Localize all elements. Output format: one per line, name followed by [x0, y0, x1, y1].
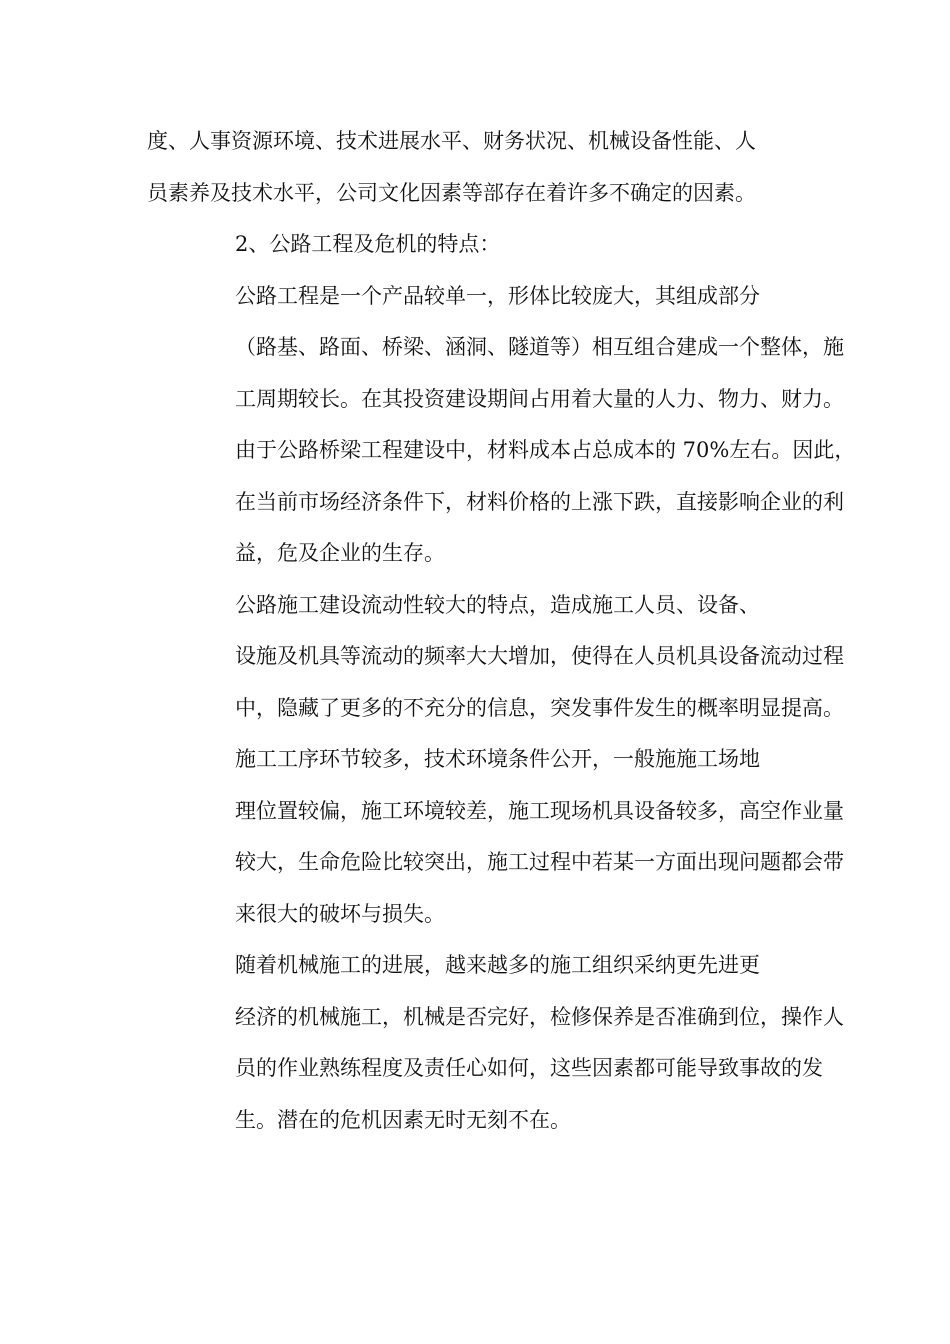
- text-line: 益，危及企业的生存。: [235, 541, 445, 565]
- text-line: 工周期较长。在其投资建设期间占用着大量的人力、物力、财力。: [235, 386, 844, 411]
- text-line: （路基、路面、桥梁、涵洞、隧道等）相互组合建成一个整体，施: [235, 335, 844, 359]
- paragraph-continuation: [147, 116, 803, 219]
- section-heading: [147, 219, 803, 271]
- paragraph-mobility: [147, 580, 844, 735]
- paragraph-highway-engineering: [147, 271, 856, 580]
- text-line: 度、人事资源环境、技术进展水平、财务状况、机械设备性能、人: [147, 129, 756, 153]
- text-line: 员的作业熟练程度及责任心如何，这些因素都可能导致事故的发: [235, 1056, 823, 1080]
- text-line: 中，隐藏了更多的不充分的信息，突发事件发生的概率明显提高。: [235, 695, 844, 720]
- text-line: 2、公路工程及危机的特点：: [235, 232, 501, 256]
- paragraph-construction-process: [147, 734, 844, 940]
- text-line: 公路工程是一个产品较单一，形体比较庞大，其组成部分: [235, 283, 760, 308]
- document-body: [147, 116, 856, 1146]
- text-line: 经济的机械施工，机械是否完好，检修保养是否准确到位，操作人: [235, 1004, 844, 1029]
- text-line: 较大，生命危险比较突出，施工过程中若某一方面出现问题都会带: [235, 850, 844, 874]
- text-line: 生。潜在的危机因素无时无刻不在。: [235, 1107, 571, 1132]
- text-line: 公路施工建设流动性较大的特点，造成施工人员、设备、: [235, 592, 760, 617]
- text-line: 来很大的破坏与损失。: [235, 901, 445, 926]
- text-line: 设施及机具等流动的频率大大增加，使得在人员机具设备流动过程: [235, 644, 844, 668]
- text-line: 在当前市场经济条件下，材料价格的上涨下跌，直接影响企业的利: [235, 489, 844, 514]
- text-line: 施工工序环节较多，技术环境条件公开，一般施施工场地: [235, 747, 760, 771]
- text-line: 员素养及技术水平，公司文化因素等部存在着许多不确定的因素。: [147, 180, 756, 205]
- paragraph-mechanization: [147, 940, 844, 1146]
- text-line: 随着机械施工的进展，越来越多的施工组织采纳更先进更: [235, 953, 760, 977]
- text-line: 理位置较偏，施工环境较差，施工现场机具设备较多，高空作业量: [235, 798, 844, 823]
- text-line: 由于公路桥梁工程建设中，材料成本占总成本的 70%左右。因此，: [235, 438, 856, 462]
